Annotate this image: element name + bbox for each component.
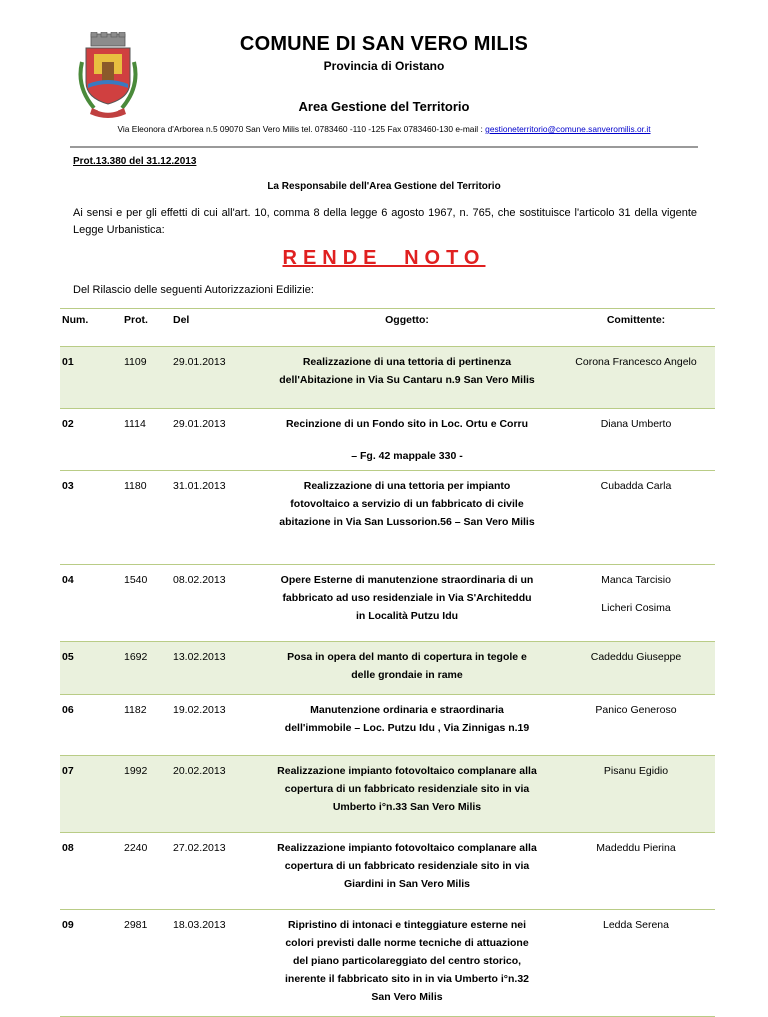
header-comittente: Comittente: xyxy=(557,309,715,347)
object-line: Realizzazione di una tettoria di pertinenza xyxy=(302,356,512,368)
cell-num: 06 xyxy=(60,695,124,756)
cell-prot: 2981 xyxy=(124,910,173,1017)
cell-object xyxy=(257,833,557,910)
cell-object xyxy=(257,756,557,833)
email-link[interactable]: gestioneterritorio@comune.sanveromilis.or.it xyxy=(485,124,651,134)
cell-prot: 1180 xyxy=(124,471,173,565)
table-row xyxy=(60,409,715,471)
cell-num: 09 xyxy=(60,910,124,1017)
cell-num: 07 xyxy=(60,756,124,833)
cell-date: 19.02.2013 xyxy=(173,695,257,756)
cell-num: 03 xyxy=(60,471,124,565)
client-name: Cadeddu Giuseppe xyxy=(590,651,682,663)
cell-date: 29.01.2013 xyxy=(173,347,257,409)
object-line: colori previsti dalle norme tecniche di attuazione xyxy=(285,937,529,949)
cell-client xyxy=(557,833,715,910)
object-line: dell'Abitazione in Via Su Cantaru n.9 San Vero Milis xyxy=(279,374,535,386)
header-divider xyxy=(70,146,698,148)
cell-prot: 2240 xyxy=(124,833,173,910)
object-line: copertura di un fabbricato residenziale sito in via xyxy=(284,860,530,872)
client-name: Panico Generoso xyxy=(595,704,677,716)
cell-client xyxy=(557,756,715,833)
cell-date: 18.03.2013 xyxy=(173,910,257,1017)
object-line: Posa in opera del manto di copertura in tegole e xyxy=(287,651,527,663)
header-num: Num. xyxy=(60,309,124,347)
cell-date: 27.02.2013 xyxy=(173,833,257,910)
cell-num: 01 xyxy=(60,347,124,409)
table-row xyxy=(60,471,715,565)
object-line: Recinzione di un Fondo sito in Loc. Ortu e Corru xyxy=(285,418,529,430)
object-line: copertura di un fabbricato residenziale sito in via xyxy=(284,783,530,795)
cell-prot: 1540 xyxy=(124,565,173,642)
object-line: abitazione in Via San Lussorion.56 – San Vero Milis xyxy=(279,516,535,528)
object-line: inerente il fabbricato sito in in via Umberto i°n.32 xyxy=(285,973,529,985)
cell-object xyxy=(257,471,557,565)
cell-prot: 1182 xyxy=(124,695,173,756)
client-name: Ledda Serena xyxy=(603,919,669,931)
table-row xyxy=(60,756,715,833)
client-name: Corona Francesco Angelo xyxy=(575,356,697,368)
cell-client xyxy=(557,695,715,756)
cell-date: 08.02.2013 xyxy=(173,565,257,642)
object-line: fotovoltaico a servizio di un fabbricato di civile xyxy=(290,498,524,510)
client-name: Licheri Cosima xyxy=(601,602,671,614)
cell-num: 05 xyxy=(60,642,124,695)
cell-num: 08 xyxy=(60,833,124,910)
object-line: in Località Putzu Idu xyxy=(355,610,459,622)
cell-client xyxy=(557,347,715,409)
cell-num: 02 xyxy=(60,409,124,471)
protocol-number: Prot.13.380 del 31.12.2013 xyxy=(73,156,197,167)
cell-prot: 1992 xyxy=(124,756,173,833)
object-line: Giardini in San Vero Milis xyxy=(343,878,471,890)
cell-object xyxy=(257,347,557,409)
object-line: Opere Esterne di manutenzione straordinaria di un xyxy=(280,574,534,586)
client-name: Manca Tarcisio xyxy=(601,574,671,586)
authorizations-table xyxy=(60,308,715,1017)
cell-date: 13.02.2013 xyxy=(173,642,257,695)
cell-client xyxy=(557,409,715,471)
object-line: Manutenzione ordinaria e straordinaria xyxy=(310,704,504,716)
table-row xyxy=(60,565,715,642)
cell-date: 31.01.2013 xyxy=(173,471,257,565)
header-del: Del xyxy=(173,309,257,347)
table-row xyxy=(60,695,715,756)
list-subtitle: Del Rilascio delle seguenti Autorizzazioni Edilizie: xyxy=(73,284,314,296)
contact-address: Via Eleonora d'Arborea n.5 09070 San Vero Milis tel. 0783460 -110 -125 Fax 0783460-130 e-mail : xyxy=(117,124,483,134)
object-line: Umberto i°n.33 San Vero Milis xyxy=(332,801,482,813)
object-line: Ripristino di intonaci e tinteggiature esterne nei xyxy=(287,919,527,931)
cell-object xyxy=(257,695,557,756)
page-title: COMUNE DI SAN VERO MILIS xyxy=(239,33,529,55)
cell-client xyxy=(557,565,715,642)
cell-object xyxy=(257,565,557,642)
object-line: dell'immobile – Loc. Putzu Idu , Via Zinnigas n.19 xyxy=(284,722,530,734)
client-name: Madeddu Pierina xyxy=(596,842,676,854)
client-name: Pisanu Egidio xyxy=(603,765,669,777)
object-line: Realizzazione impianto fotovoltaico complanare alla xyxy=(277,842,537,854)
cell-client xyxy=(557,642,715,695)
object-line: Realizzazione di una tettoria per impianto xyxy=(303,480,511,492)
header-oggetto: Oggetto: xyxy=(257,309,557,347)
cell-prot: 1692 xyxy=(124,642,173,695)
intro-paragraph: Ai sensi e per gli effetti di cui all'art. 10, comma 8 della legge 6 agosto 1967, n. 765, che sostituisce l'articolo 31 della vigente Legge Urbanistica: xyxy=(73,207,697,236)
cell-prot: 1114 xyxy=(124,409,173,471)
headline-rende-noto: RENDE NOTO xyxy=(282,247,486,269)
province-subtitle: Provincia di Oristano xyxy=(323,59,445,73)
object-line: fabbricato ad uso residenziale in Via S'Architeddu xyxy=(282,592,532,604)
client-name: Diana Umberto xyxy=(600,418,672,430)
table-row xyxy=(60,833,715,910)
cell-client xyxy=(557,910,715,1017)
cell-object xyxy=(257,409,557,471)
object-line: delle grondaie in rame xyxy=(351,669,463,681)
table-row xyxy=(60,910,715,1017)
object-line: – Fg. 42 mappale 330 - xyxy=(351,450,463,462)
cell-num: 04 xyxy=(60,565,124,642)
responsible-heading: La Responsabile dell'Area Gestione del Territorio xyxy=(267,181,501,192)
cell-prot: 1109 xyxy=(124,347,173,409)
object-line: San Vero Milis xyxy=(371,991,443,1003)
cell-object xyxy=(257,642,557,695)
object-line: del piano particolareggiato del centro storico, xyxy=(292,955,522,967)
table-row xyxy=(60,347,715,409)
table-header-row xyxy=(60,309,715,347)
header-prot: Prot. xyxy=(124,309,173,347)
object-line: Realizzazione impianto fotovoltaico complanare alla xyxy=(277,765,537,777)
client-name: Cubadda Carla xyxy=(600,480,672,492)
cell-date: 20.02.2013 xyxy=(173,756,257,833)
table-row xyxy=(60,642,715,695)
cell-client xyxy=(557,471,715,565)
contact-info xyxy=(0,124,768,134)
cell-date: 29.01.2013 xyxy=(173,409,257,471)
cell-object xyxy=(257,910,557,1017)
department-title: Area Gestione del Territorio xyxy=(298,99,470,114)
